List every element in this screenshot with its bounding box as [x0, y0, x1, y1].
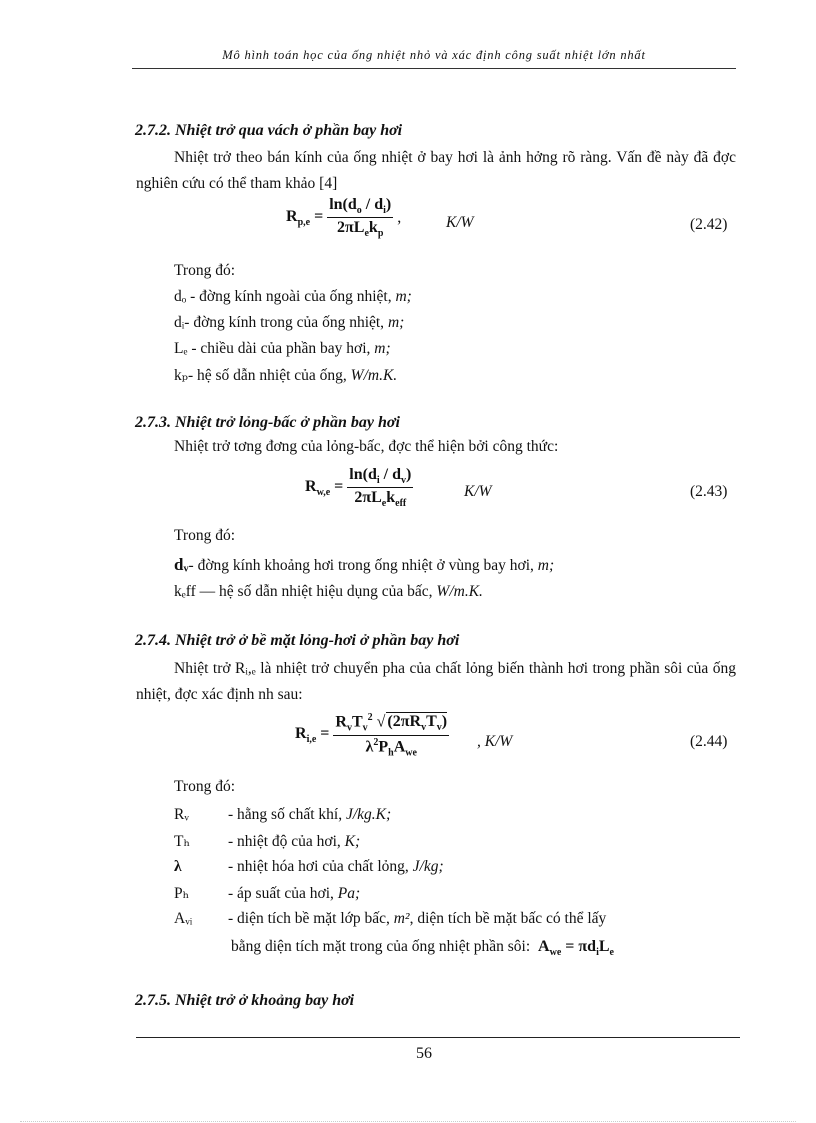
where-label: Trong đó: [174, 262, 236, 279]
definition-line: Lₑ - chiều dài của phần bay hơi, m; [174, 340, 391, 357]
page-number: 56 [416, 1045, 432, 1062]
equation-number-2-43: (2.43) [690, 483, 728, 500]
where-label: Trong đó: [174, 778, 236, 795]
section-2-7-3-intro: Nhiệt trở tơng đơng của lỏng-bấc, đợc thể hiện bởi công thức: [174, 438, 559, 455]
definition-line: kₚ- hệ số dẫn nhiệt của ống, W/m.K. [174, 367, 398, 384]
equation-2-43-unit: K/W [464, 483, 492, 500]
definition-line: Aᵥᵢ - diện tích bề mặt lớp bấc, m², diện tích bề mặt bấc có thể lấy [174, 910, 607, 927]
section-2-7-4-intro: Nhiệt trở Rᵢ,ₑ là nhiệt trở chuyển pha của chất lỏng biến thành hơi trong phần sôi của ống nhiệt, đợc xác định nh sau: [136, 660, 736, 703]
equation-2-42-unit: K/W [446, 214, 474, 231]
where-label: Trong đó: [174, 527, 236, 544]
definition-line: dᵢ- đờng kính trong của ống nhiệt, m; [174, 314, 405, 331]
definition-line: kₑff — hệ số dẫn nhiệt hiệu dụng của bấc, W/m.K. [174, 583, 483, 600]
section-heading-2-7-5: 2.7.5. Nhiệt trở ở khoảng bay hơi [135, 992, 355, 1009]
definition-line: λ - nhiệt hóa hơi của chất lỏng, J/kg; [174, 858, 444, 875]
equation-2-42: $R_{p,e}$ = $\frac{\ln(d_o / d_i)}{2\pi L_ek_p}$ , [286, 196, 402, 240]
header-divider [132, 68, 736, 69]
page-edge-dots [20, 1121, 796, 1122]
equation-number-2-42: (2.42) [690, 216, 728, 233]
section-2-7-2-intro: Nhiệt trở theo bán kính của ống nhiệt ở bay hơi là ảnh hởng rõ ràng. Vấn đề này đã đợc nghiên cứu có thể tham khảo [4] [136, 149, 736, 192]
equation-number-2-44: (2.44) [690, 733, 728, 750]
section-heading-2-7-4: 2.7.4. Nhiệt trở ở bề mặt lỏng-hơi ở phần bay hơi [135, 632, 460, 649]
section-heading-2-7-3: 2.7.3. Nhiệt trở lỏng-bấc ở phần bay hơi [135, 414, 400, 431]
definition-line: dᵥ- đờng kính khoảng hơi trong ống nhiệt ở vùng bay hơi, m; [174, 555, 555, 574]
inline-formula-awe: $A_{we} = \pi d_iL_e$ [538, 938, 614, 959]
definition-line: Rᵥ - hằng số chất khí, J/kg.K; [174, 806, 392, 823]
section-heading-2-7-2: 2.7.2. Nhiệt trở qua vách ở phần bay hơi [135, 122, 403, 139]
definition-line: Pₕ - áp suất của hơi, Pa; [174, 885, 361, 902]
definition-continuation: bằng diện tích mặt trong của ống nhiệt phần sôi: $A_{we} = \pi d_iL_e$ [231, 938, 614, 959]
definition-line: dₒ - đờng kính ngoài của ống nhiệt, m; [174, 288, 412, 305]
footer-divider [136, 1037, 740, 1038]
equation-2-44-unit: , K/W [477, 733, 513, 750]
definition-line: Tₕ - nhiệt độ của hơi, K; [174, 833, 361, 850]
running-header: Mô hình toán học của ống nhiệt nhỏ và xác định công suất nhiệt lớn nhất [222, 48, 646, 62]
equation-2-44: $R_{i,e}$ = $\frac{R_vT_v^2 √ (2\pi R_vT_v)}{\lambda^2P_hA_{we}}$ [295, 712, 448, 759]
equation-2-43: $R_{w,e}$ = $\frac{\ln(d_i / d_v)}{2\pi L_ek_{eff}}$ [305, 466, 412, 510]
